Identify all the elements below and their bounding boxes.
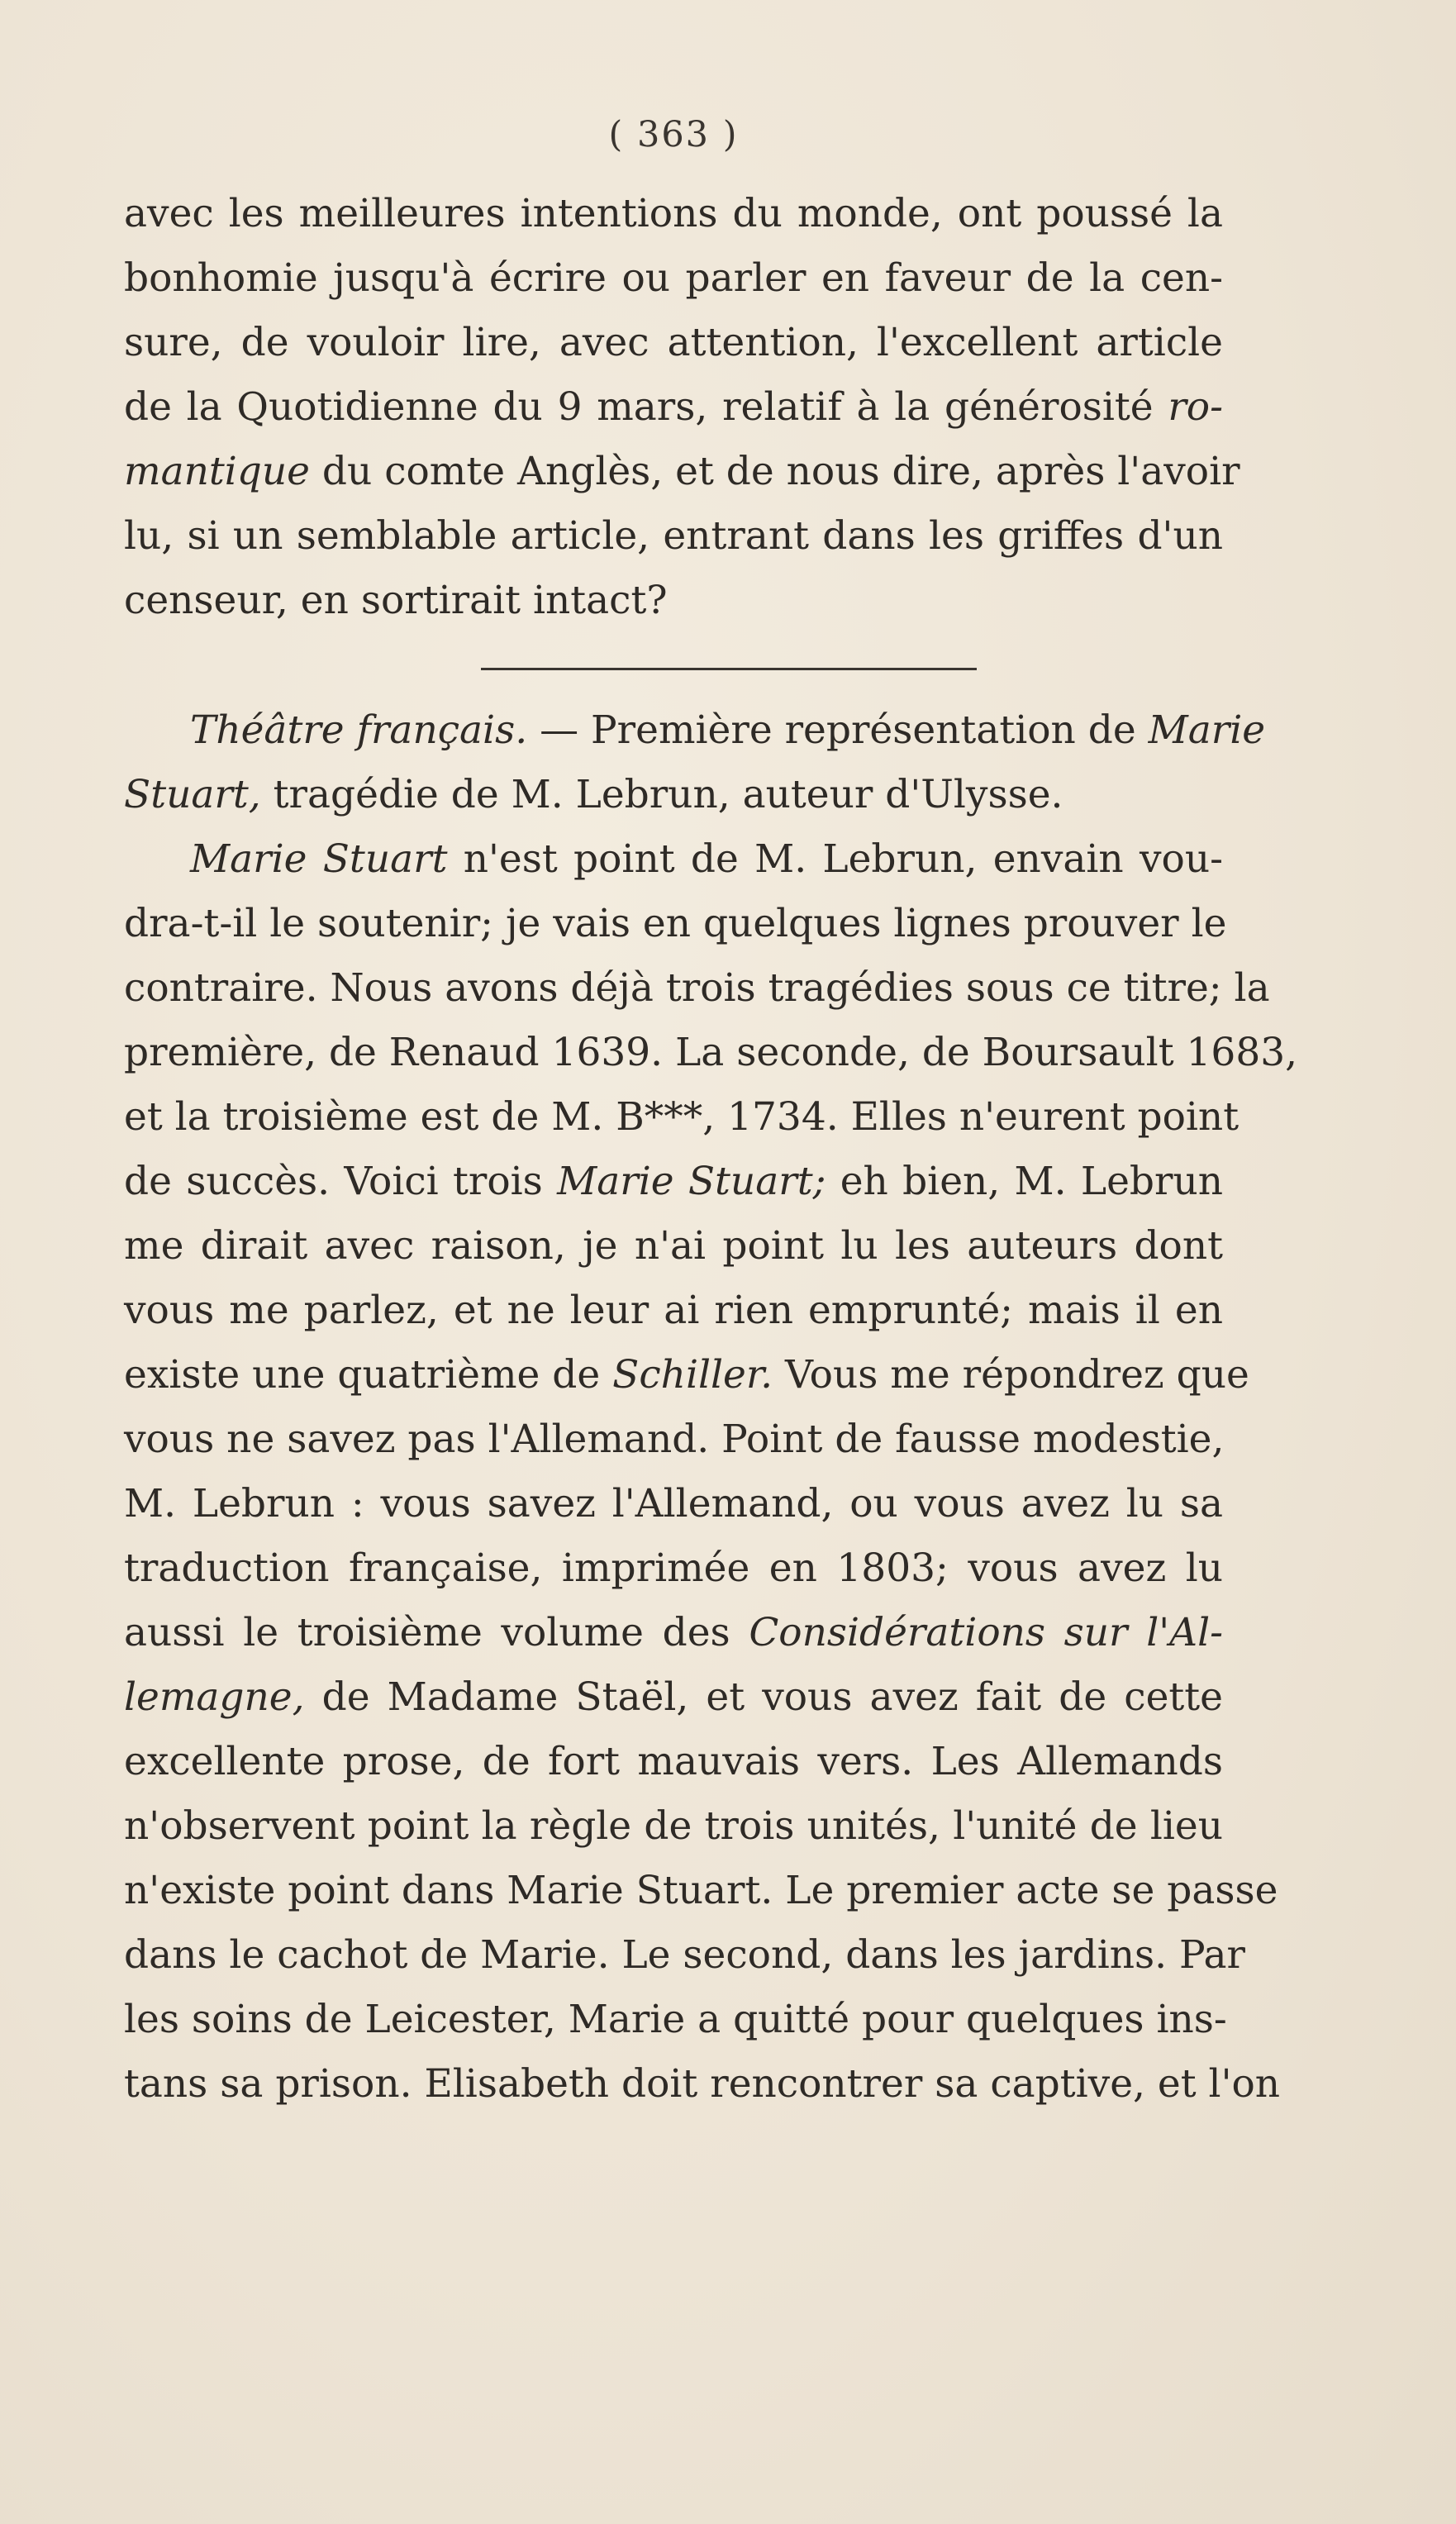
text-run: me dirait avec raison, je n'ai point lu les auteurs dont	[124, 1223, 1223, 1269]
text-run: — Première représentation de	[527, 707, 1149, 753]
text-line	[124, 1150, 1223, 1214]
text-run: tragédie de M. Lebrun, auteur d'Ulysse.	[260, 772, 1063, 817]
text-run: première, de Renaud 1639. La seconde, de Boursault 1683,	[124, 1030, 1298, 1075]
text-line	[124, 956, 1270, 1021]
text-line	[124, 1859, 1278, 1923]
text-run: n'est point de M. Lebrun, envain vou-	[447, 836, 1223, 882]
text-line	[124, 246, 1223, 311]
text-line	[124, 1343, 1249, 1407]
text-run: dra-t-il le soutenir; je vais en quelques lignes prouver le	[124, 901, 1227, 946]
text-run: M. Lebrun : vous savez l'Allemand, ou vous avez lu sa	[124, 1481, 1223, 1526]
italic-text: lemagne,	[124, 1674, 305, 1720]
italic-text: Marie Stuart;	[557, 1159, 826, 1204]
page-number: ( 363 )	[608, 114, 739, 155]
text-line	[124, 1021, 1298, 1085]
italic-text: Marie	[1148, 707, 1266, 753]
italic-text: mantique	[124, 449, 310, 494]
paragraph-censorship	[124, 182, 1240, 633]
text-run: et la troisième est de M. B***, 1734. Elles n'eurent point	[124, 1094, 1240, 1140]
italic-text: Marie Stuart	[190, 836, 448, 882]
text-line	[124, 1472, 1223, 1536]
italic-text: Considérations sur l'Al-	[749, 1610, 1223, 1655]
text-run: traduction française, imprimée en 1803; vous avez lu	[124, 1545, 1223, 1591]
text-line	[124, 1665, 1223, 1730]
text-run: lu, si un semblable article, entrant dans les griffes d'un	[124, 513, 1223, 559]
italic-text: ro-	[1168, 384, 1223, 430]
text-line	[124, 311, 1223, 375]
text-run: de la Quotidienne du 9 mars, relatif à la générosité	[124, 384, 1168, 430]
text-line	[124, 1923, 1246, 1988]
text-line	[124, 698, 1266, 763]
text-line	[124, 892, 1227, 956]
text-run: censeur, en sortirait intact?	[124, 578, 668, 623]
paragraph-marie-stuart-critique	[124, 827, 1298, 2117]
text-run: n'observent point la règle de trois unités, l'unité de lieu	[124, 1803, 1223, 1849]
paragraph-theatre-heading	[124, 698, 1266, 827]
text-line	[124, 1730, 1223, 1794]
text-line	[124, 1601, 1223, 1665]
text-line	[124, 1536, 1223, 1601]
text-line	[124, 1988, 1227, 2052]
text-line	[124, 1794, 1223, 1859]
text-line	[124, 1407, 1223, 1472]
text-run: de succès. Voici trois	[124, 1159, 558, 1204]
text-line	[124, 827, 1223, 892]
italic-text: Théâtre français.	[190, 707, 528, 753]
book-page	[124, 0, 1298, 2524]
text-line	[124, 1279, 1223, 1343]
text-run: existe une quatrième de	[124, 1352, 613, 1398]
text-line	[124, 504, 1223, 569]
text-run: contraire. Nous avons déjà trois tragédies sous ce titre; la	[124, 965, 1270, 1011]
italic-text: Schiller.	[612, 1352, 773, 1398]
text-run: sure, de vouloir lire, avec attention, l'excellent article	[124, 320, 1223, 365]
text-line	[124, 182, 1223, 246]
text-line	[124, 763, 1223, 827]
text-line	[124, 569, 1223, 633]
text-run: vous me parlez, et ne leur ai rien emprunté; mais il en	[124, 1288, 1223, 1333]
text-line	[124, 1214, 1223, 1279]
section-divider	[481, 668, 977, 670]
text-line	[124, 375, 1223, 440]
text-run: excellente prose, de fort mauvais vers. Les Allemands	[124, 1739, 1223, 1784]
text-run: les soins de Leicester, Marie a quitté pour quelques ins-	[124, 1997, 1227, 2042]
text-run: vous ne savez pas l'Allemand. Point de fausse modestie,	[124, 1417, 1225, 1462]
text-run: du comte Anglès, et de nous dire, après l'avoir	[309, 449, 1240, 494]
text-run: avec les meilleures intentions du monde, ont poussé la	[124, 191, 1223, 236]
text-run: eh bien, M. Lebrun	[826, 1159, 1224, 1204]
theatre-section	[124, 698, 1298, 2117]
text-run: bonhomie jusqu'à écrire ou parler en faveur de la cen-	[124, 255, 1223, 301]
text-run: de Madame Staël, et vous avez fait de cette	[304, 1674, 1223, 1720]
text-line	[124, 1085, 1240, 1150]
italic-text: Stuart,	[124, 772, 261, 817]
text-run: Vous me répondrez que	[773, 1352, 1249, 1398]
text-run: tans sa prison. Elisabeth doit rencontrer sa captive, et l'on	[124, 2061, 1281, 2107]
text-line	[124, 440, 1240, 504]
text-line	[124, 2052, 1281, 2117]
text-run: dans le cachot de Marie. Le second, dans les jardins. Par	[124, 1932, 1246, 1978]
text-run: aussi le troisième volume des	[124, 1610, 749, 1655]
text-run: n'existe point dans Marie Stuart. Le premier acte se passe	[124, 1868, 1278, 1913]
